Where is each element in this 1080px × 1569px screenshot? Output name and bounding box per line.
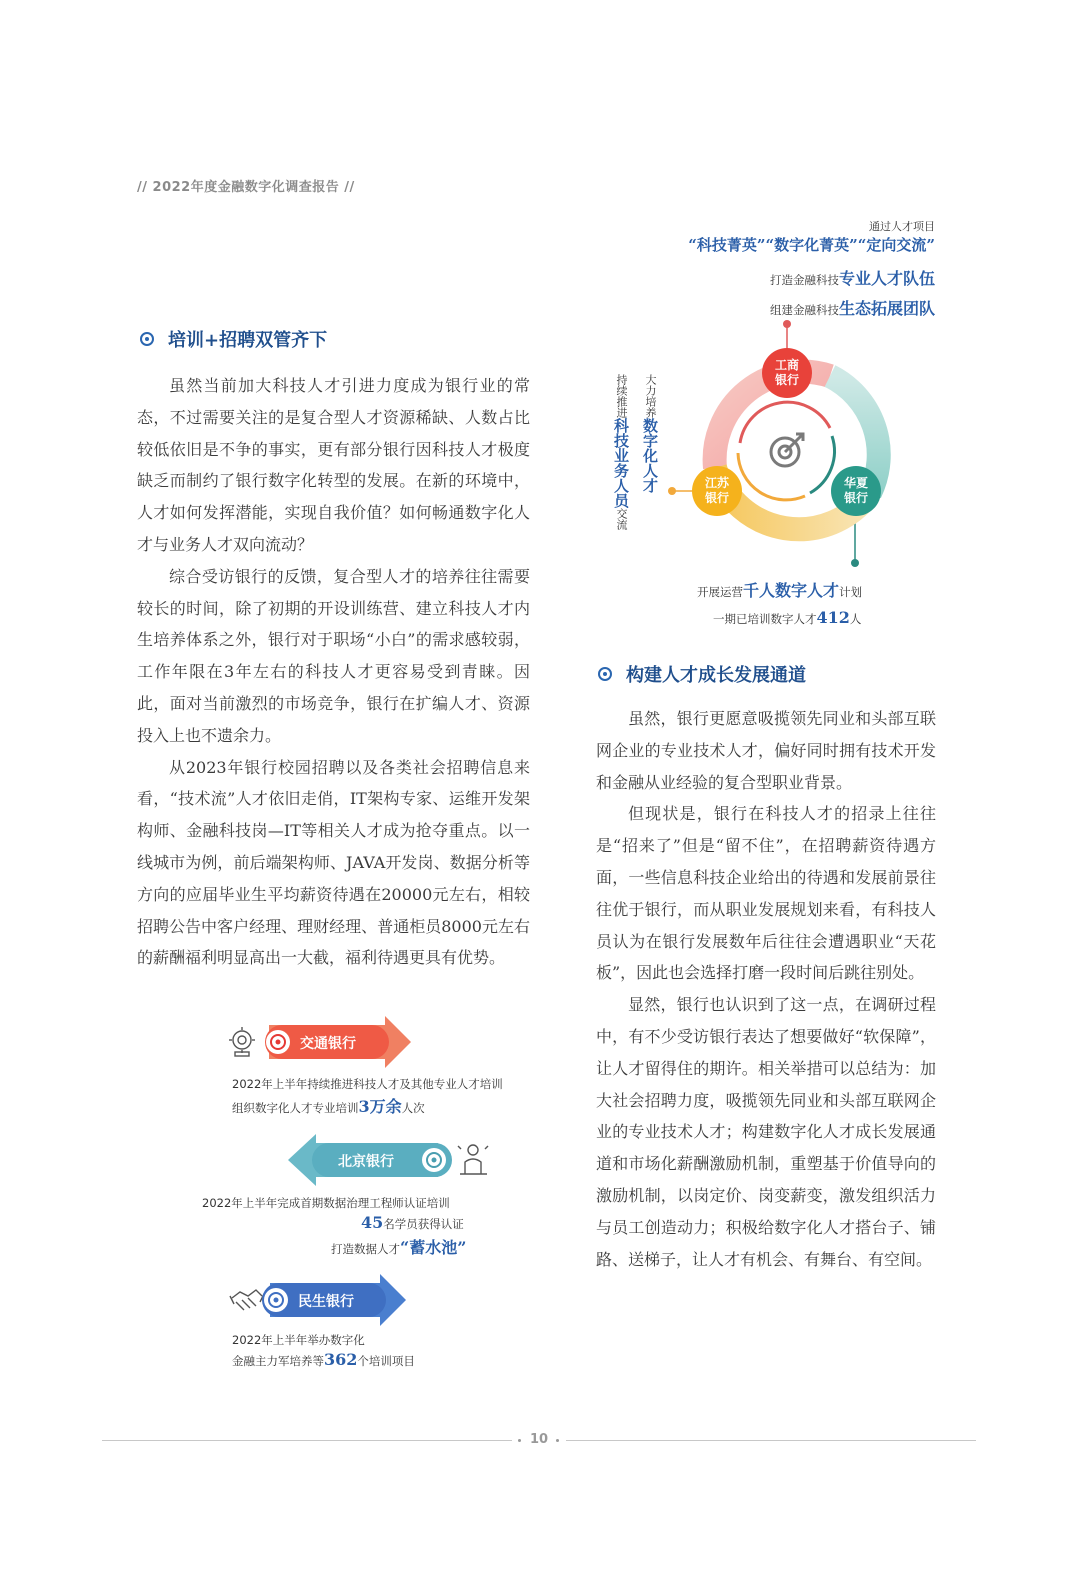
gear-people-icon [229, 1027, 255, 1056]
left-body-text [137, 370, 530, 974]
right-section-title [598, 661, 806, 687]
page-number: 10 [530, 1432, 549, 1447]
footer-rule-right [566, 1440, 976, 1441]
report-header-tag: // 2022年度金融数字化调查报告 // [137, 180, 355, 195]
cmbc-caption-2: 金融主力军培养等362个培训项目 [232, 1350, 415, 1369]
diagram-line-3: 组建金融科技生态拓展团队 [769, 299, 935, 318]
cmbc-name: 民生银行 [298, 1294, 354, 1310]
icbc-label: 工商银行 [774, 358, 799, 387]
diagram-top-small: 通过人才项目 [869, 220, 935, 233]
right-paragraph-2: 但现状是，银行在科技人才的招录上往往是“招来了”但是“留不住”，在招聘薪资待遇方面，一些信息科技企业给出的待遇和发展前景往往优于银行，而从职业发展规划来看，有科技人员认为在银行发展数年后往往会遭遇职业“天花板”，因此也会选择打磨一段时间后跳往别处。 [596, 804, 936, 983]
bocom-name: 交通银行 [300, 1036, 356, 1052]
person-podium-icon [458, 1145, 488, 1174]
bob-caption-1: 2022年上半年完成首期数据治理工程师认证培训 [202, 1196, 450, 1210]
left-section-title [140, 326, 327, 352]
bob-name: 北京银行 [338, 1154, 394, 1170]
vertical-caption-1: 大力培养数字化人才 [641, 374, 659, 493]
right-body-text [596, 703, 936, 1275]
bob-caption-3: 打造数据人才“蓄水池” [331, 1238, 467, 1257]
section-bullet-icon [140, 332, 154, 346]
bocom-caption-1: 2022年上半年持续推进科技人才及其他专业人才培训 [232, 1077, 503, 1091]
diagram-bottom-1: 开展运营千人数字人才计划 [697, 581, 863, 600]
talent-ring-diagram [660, 318, 900, 578]
footer-dot-right [556, 1439, 559, 1442]
left-section-title-text: 培训+招聘双管齐下 [168, 330, 328, 351]
section-bullet-icon [598, 667, 612, 681]
hxb-label: 华夏银行 [843, 476, 868, 505]
left-paragraph-2: 综合受访银行的反馈，复合型人才的培养往往需要较长的时间，除了初期的开设训练营、建立科技人才内生培养体系之外，银行对于职场“小白”的需求感较弱，工作年限在3年左右的科技人才更容易受到青睐。因此，面对当前激烈的市场竞争，银行在扩编人才、资源投入上也不遗余力。 [137, 566, 530, 745]
diagram-line-2: 打造金融科技专业人才队伍 [769, 269, 935, 288]
right-paragraph-1: 虽然，银行更愿意吸揽领先同业和头部互联网企业的专业技术人才，偏好同时拥有技术开发和金融从业经验的复合型职业背景。 [596, 709, 936, 792]
bob-caption-2: 45名学员获得认证 [361, 1213, 464, 1232]
diagram-bottom-2: 一期已培训数字人才412人 [713, 608, 862, 627]
diagram-top-highlight: “科技菁英”“数字化菁英”“定向交流” [688, 236, 935, 254]
right-paragraph-3: 显然，银行也认识到了这一点，在调研过程中，有不少受访银行表达了想要做好“软保障”，让人才留得住的期许。相关举措可以总结为：加大社会招聘力度，吸揽领先同业和头部互联网企业的专业技术人才；构建数字化人才成长发展通道和市场化薪酬激励机制，重塑基于价值导向的激励机制，以岗定价、岗变薪变，激发组织活力与员工创造动力；积极给数字化人才搭台子、铺路、送梯子，让人才有机会、有舞台、有空间。 [596, 995, 936, 1269]
cmbc-caption-1: 2022年上半年举办数字化 [232, 1333, 365, 1347]
left-paragraph-3: 从2023年银行校园招聘以及各类社会招聘信息来看，“技术流”人才依旧走俏，IT架构专家、运维开发架构师、金融科技岗—IT等相关人才成为抢夺重点。以一线城市为例，前后端架构师、JAVA开发岗、数据分析等方向的应届毕业生平均薪资待遇在20000元左右，相较招聘公告中客户经理、理财经理、普通柜员8000元左右的薪酬福利明显高出一大截，福利待遇更具有优势。 [137, 757, 530, 968]
jsb-label: 江苏银行 [704, 476, 729, 505]
handshake-icon [230, 1290, 264, 1310]
vertical-caption-2: 持续推进科技业务人员交流 [612, 374, 630, 530]
bocom-caption-2: 组织数字化人才专业培训3万余人次 [232, 1097, 425, 1116]
footer-dot-left [518, 1439, 521, 1442]
right-section-title-text: 构建人才成长发展通道 [626, 665, 806, 686]
left-paragraph-1: 虽然当前加大科技人才引进力度成为银行业的常态，不过需要关注的是复合型人才资源稀缺、人数占比较低依旧是不争的事实，更有部分银行因科技人才极度缺乏而制约了银行数字化转型的发展。在新的环境中，人才如何发挥潜能，实现自我价值？如何畅通数字化人才与业务人才双向流动？ [137, 376, 530, 554]
footer-rule-left [102, 1440, 512, 1441]
